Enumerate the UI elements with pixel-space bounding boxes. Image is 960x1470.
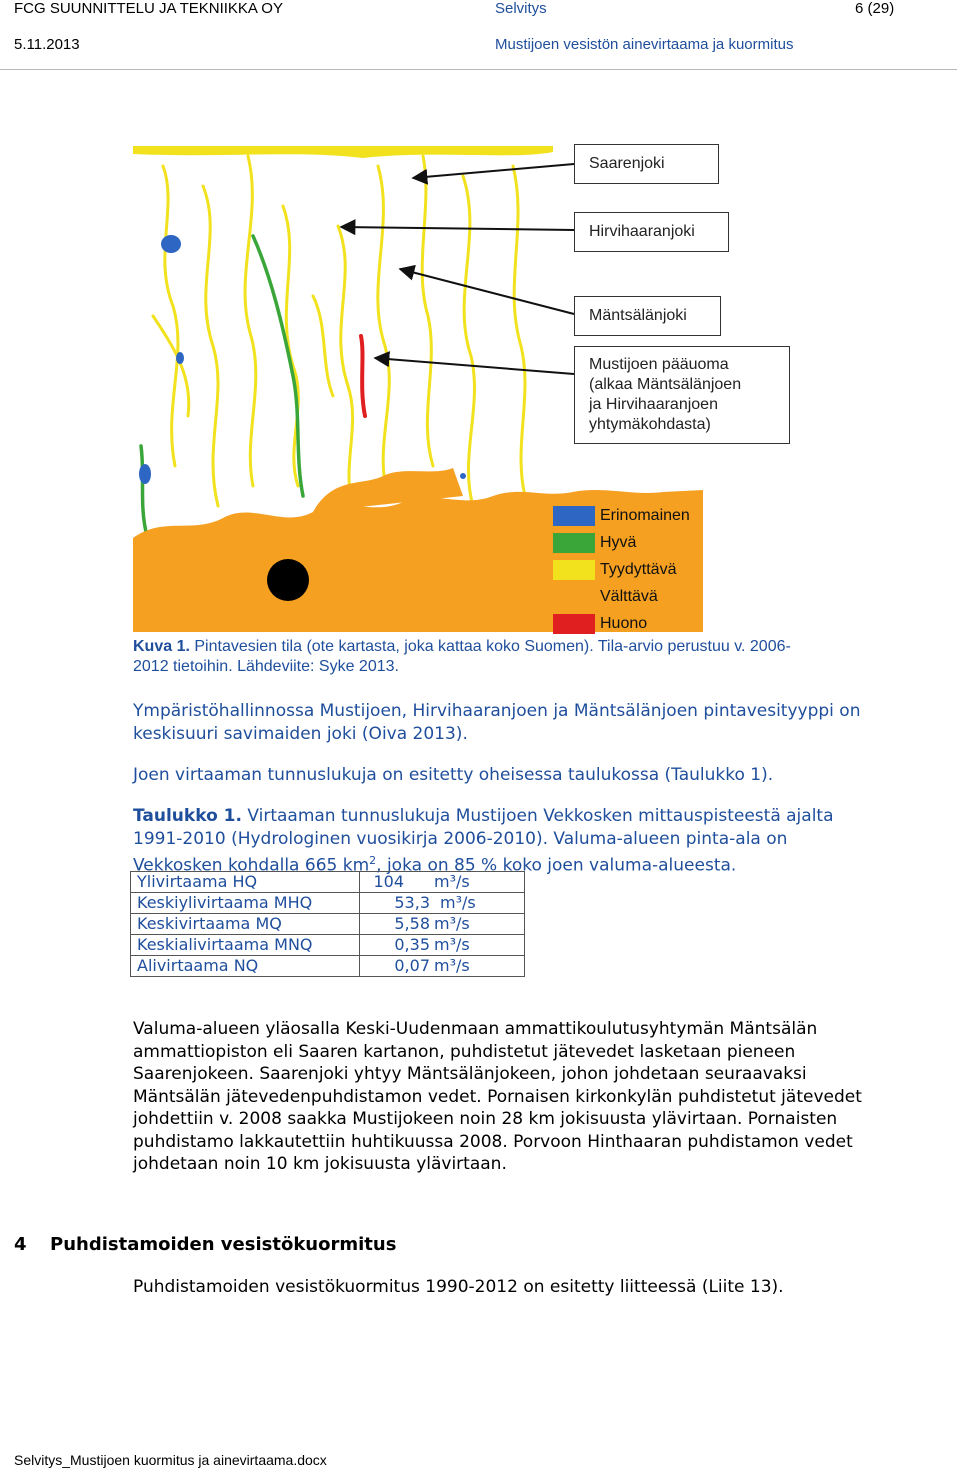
- callout-saarenjoki: Saarenjoki: [574, 144, 719, 184]
- legend-swatch: [553, 506, 595, 526]
- flow-unit: m³/s: [434, 872, 470, 891]
- table-caption: [133, 805, 933, 877]
- section-title: Puhdistamoiden vesistökuormitus: [50, 1234, 397, 1255]
- paragraph-3-line-3: Saarenjokeen. Saarenjoki yhtyy Mäntsälänjokeen, johon johdetaan seuraavaksi: [133, 1064, 807, 1084]
- table-row: [131, 956, 525, 977]
- flow-value: 5,58: [394, 914, 430, 933]
- paragraph-3-line-5: johdettiin v. 2008 saakka Mustijokeen noin 28 km jokisuusta ylävirtaan. Pornaisten: [133, 1109, 838, 1129]
- table-caption-sup: 2: [369, 854, 377, 867]
- flow-value: 53,3: [394, 893, 430, 912]
- table-cell-value: [360, 893, 525, 914]
- doc-type: Selvitys: [495, 0, 547, 17]
- paragraph-2: Joen virtaaman tunnuslukuja on esitetty oheisessa taulukossa (Taulukko 1).: [133, 765, 774, 785]
- flow-value: 0,07: [394, 956, 430, 975]
- legend-label: Välttävä: [600, 588, 658, 605]
- caption-text: Pintavesien tila (ote kartasta, joka kattaa koko Suomen). Tila-arvio perustuu v. 2006-: [194, 638, 791, 655]
- callout-hirvihaaranjoki: Hirvihaaranjoki: [574, 212, 729, 252]
- page-number: 6 (29): [855, 0, 895, 17]
- legend-swatch: [553, 587, 595, 607]
- callout-main-line-3: ja Hirvihaaranjoen: [589, 396, 718, 413]
- legend-label: Huono: [600, 615, 648, 632]
- table-cell-value: [360, 872, 525, 893]
- flow-value: 104: [373, 872, 404, 891]
- paragraph-3: [133, 1018, 933, 1176]
- doc-title: Mustijoen vesistön ainevirtaama ja kuormitus: [495, 36, 794, 53]
- table-cell-label: Keskivirtaama MQ: [131, 914, 360, 935]
- flow-unit: m³/s: [434, 914, 470, 933]
- callout-main-line-4: yhtymäkohdasta): [589, 416, 711, 433]
- table-cell-label: Alivirtaama NQ: [131, 956, 360, 977]
- callout-main-channel: [574, 346, 790, 444]
- table-cell-value: [360, 914, 525, 935]
- section-text: Puhdistamoiden vesistökuormitus 1990-2012 on esitetty liitteessä (Liite 13).: [133, 1277, 784, 1297]
- company-name: FCG SUUNNITTELU JA TEKNIIKKA OY: [14, 0, 283, 17]
- legend-swatch: [553, 560, 595, 580]
- caption-label: Kuva 1.: [133, 638, 190, 655]
- paragraph-1: [133, 700, 933, 745]
- callout-main-line-2: (alkaa Mäntsälänjoen: [589, 376, 742, 393]
- legend-label: Tyydyttävä: [600, 561, 677, 578]
- flow-table: [130, 871, 525, 977]
- section-number: 4: [14, 1234, 27, 1255]
- paragraph-3-line-4: Mäntsälän jätevedenpuhdistamon vedet. Pornaisen kirkonkylän puhdistetut jätevedet: [133, 1086, 862, 1107]
- table-caption-text-1: Virtaaman tunnuslukuja Mustijoen Vekkosken mittauspisteestä ajalta: [247, 806, 834, 826]
- flow-unit: m³/s: [440, 893, 476, 912]
- table-label: Taulukko 1.: [133, 806, 242, 826]
- paragraph-3-line-6: puhdistamo lakkautettiin huhtikuussa 2008. Porvoon Hinthaaran puhdistamon vedet: [133, 1131, 853, 1152]
- legend-label: Hyvä: [600, 534, 637, 551]
- table-caption-line-2: 1991-2010 (Hydrologinen vuosikirja 2006-2010). Valuma-alueen pinta-ala on: [133, 828, 788, 849]
- table-cell-value: [360, 956, 525, 977]
- paragraph-3-line-7: johdetaan noin 10 km jokisuusta ylävirtaan.: [133, 1154, 507, 1174]
- flow-unit: m³/s: [434, 935, 470, 954]
- paragraph-1-line-2: keskisuuri savimaiden joki (Oiva 2013).: [133, 723, 468, 744]
- flow-unit: m³/s: [434, 956, 470, 975]
- table-cell-label: Keskialivirtaama MNQ: [131, 935, 360, 956]
- table-row: [131, 893, 525, 914]
- callout-main-line-1: Mustijoen pääuoma: [589, 356, 729, 373]
- table-caption-line-1: [133, 805, 933, 828]
- legend-swatch: [553, 614, 595, 634]
- legend-swatch: [553, 533, 595, 553]
- table-caption-text-3a: Vekkosken kohdalla 665 km: [133, 855, 370, 876]
- figure-caption: [133, 636, 791, 658]
- table-cell-label: Ylivirtaama HQ: [131, 872, 360, 893]
- footer-filename: Selvitys_Mustijoen kuormitus ja ainevirtaama.docx: [14, 1452, 327, 1468]
- caption-line-2: 2012 tietoihin. Lähdeviite: Syke 2013.: [133, 658, 399, 675]
- flow-value: 0,35: [394, 935, 430, 954]
- table-cell-value: [360, 935, 525, 956]
- legend-label: Erinomainen: [600, 507, 690, 524]
- paragraph-1-line-1: Ympäristöhallinnossa Mustijoen, Hirvihaaranjoen ja Mäntsälänjoen pintavesityyppi on: [133, 701, 861, 721]
- table-cell-label: Keskiylivirtaama MHQ: [131, 893, 360, 914]
- callout-mantsalanjoki: Mäntsälänjoki: [574, 296, 721, 336]
- paragraph-3-line-1: Valuma-alueen yläosalla Keski-Uudenmaan ammattikoulutusyhtymän Mäntsälän: [133, 1019, 818, 1039]
- table-row: [131, 872, 525, 893]
- paragraph-3-line-2: ammattiopiston eli Saaren kartanon, puhdistetut jätevedet lasketaan pieneen: [133, 1041, 796, 1062]
- doc-date: 5.11.2013: [14, 36, 80, 53]
- table-caption-text-3b: , joka on 85 % koko joen valuma-alueesta.: [376, 855, 737, 876]
- table-row: [131, 935, 525, 956]
- table-row: [131, 914, 525, 935]
